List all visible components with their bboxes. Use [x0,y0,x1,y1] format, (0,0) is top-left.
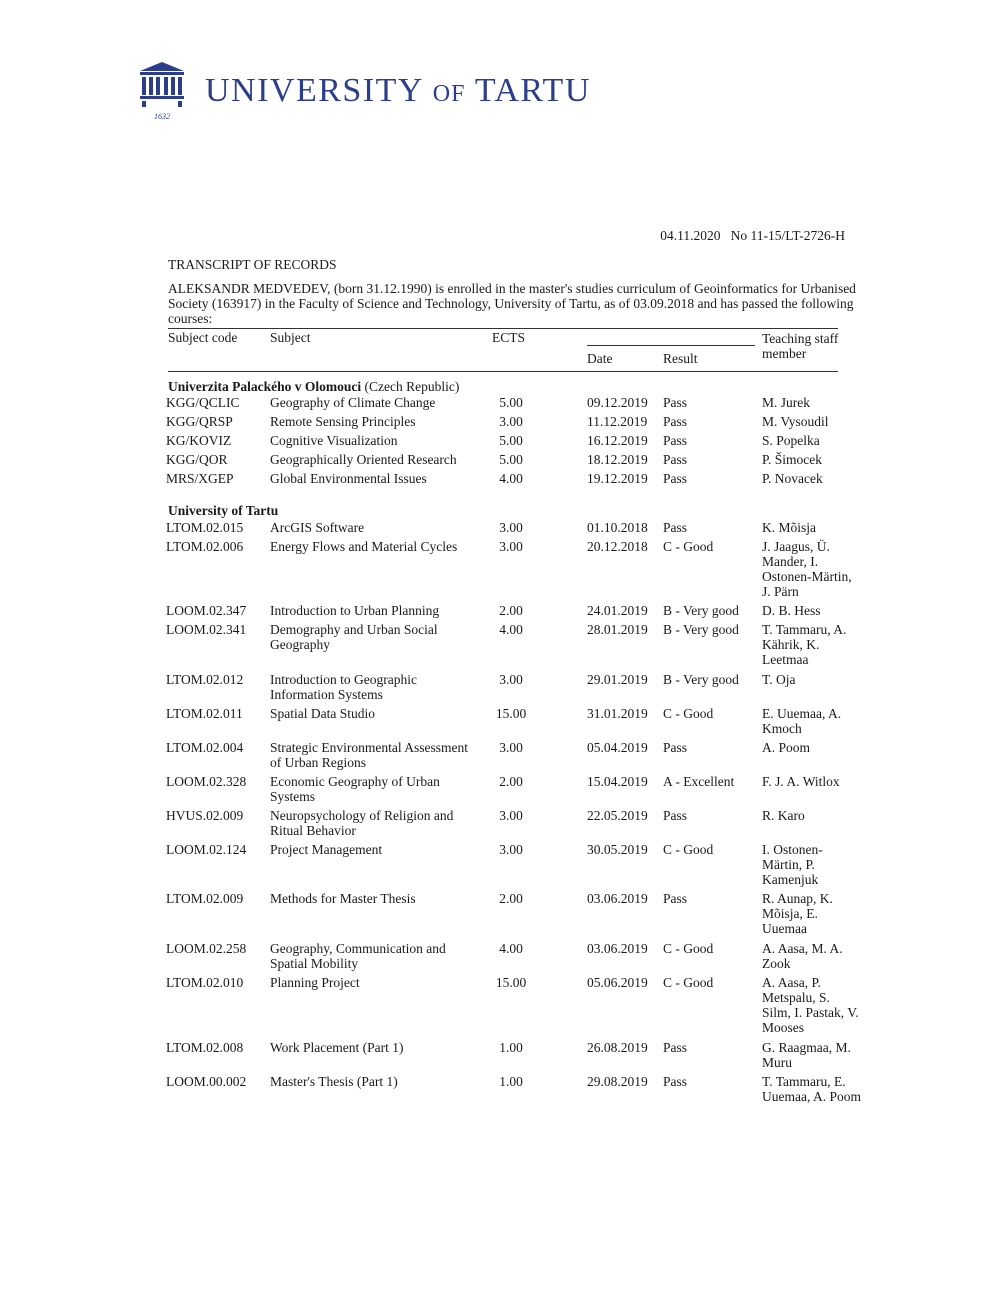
subject-name: Global Environmental Issues [270,471,427,486]
subject-name: Neuropsychology of Religion and Ritual Behavior [270,808,454,838]
pass-date: 03.06.2019 [587,941,648,956]
result: A - Excellent [663,774,735,789]
pass-date: 28.01.2019 [587,622,648,637]
institution-country: (Czech Republic) [364,379,460,394]
header-bottom-rule [168,371,838,372]
col-header-subject: Subject [270,330,311,345]
subject-code: LTOM.02.006 [166,539,244,554]
result: Pass [663,433,688,448]
teaching-staff: T. Tammaru, E. Uuemaa, A. Poom [762,1074,861,1104]
teaching-staff: M. Vysoudil [762,414,829,429]
subject-name: Spatial Data Studio [270,706,375,721]
result: B - Very good [663,672,739,687]
subject-code: LOOM.02.124 [166,842,247,857]
pass-date: 15.04.2019 [587,774,648,789]
result: B - Very good [663,603,739,618]
pass-date: 01.10.2018 [587,520,648,535]
subject-code: LOOM.02.258 [166,941,247,956]
ects-value: 3.00 [499,539,523,554]
pass-date: 11.12.2019 [587,414,648,429]
teaching-staff: M. Jurek [762,395,810,410]
university-logo-icon [140,62,184,122]
logo-text-university: UNIVERSITY [205,72,423,109]
subject-code: LTOM.02.008 [166,1040,244,1055]
subject-name: Project Management [270,842,383,857]
teaching-staff: A. Aasa, P. Metspalu, S. Silm, I. Pastak, V. Mooses [762,975,859,1035]
document-date: 04.11.2020 [660,228,721,243]
subject-name: Introduction to Urban Planning [270,603,440,618]
teaching-staff: T. Oja [762,672,796,687]
subject-code: LOOM.00.002 [166,1074,247,1089]
subject-code: LTOM.02.004 [166,740,244,755]
subject-name: ArcGIS Software [270,520,365,535]
subject-code: KGG/QCLIC [166,395,240,410]
result: Pass [663,520,688,535]
col-header-ects: ECTS [492,330,526,345]
pass-date: 16.12.2019 [587,433,648,448]
pass-date: 24.01.2019 [587,603,648,618]
subject-name: Geography, Communication and Spatial Mobility [270,941,446,971]
subject-code: HVUS.02.009 [166,808,244,823]
teaching-staff: G. Raagmaa, M. Muru [762,1040,851,1070]
pass-date: 18.12.2019 [587,452,648,467]
result: Pass [663,740,688,755]
institution-heading [168,379,459,395]
result: C - Good [663,941,714,956]
teaching-staff: R. Karo [762,808,805,823]
document-number: No 11-15/LT-2726-H [730,228,845,243]
subject-name: Economic Geography of Urban Systems [270,774,440,804]
pass-date: 20.12.2018 [587,539,648,554]
ects-value: 5.00 [499,395,523,410]
subject-code: KGG/QOR [166,452,228,467]
subject-name: Demography and Urban Social Geography [270,622,438,652]
col-header-date: Date [587,351,613,366]
institution-name: Univerzita Palackého v Olomouci [168,379,362,394]
col-header-code: Subject code [168,330,238,345]
document-intro: ALEKSANDR MEDVEDEV, (born 31.12.1990) is enrolled in the master's studies curriculum of Geoinformatics for Urbanised Society (163917) in the Faculty of Science and Technology, University of Tartu, as of 03.09.2018 and has passed the following courses: [168,281,856,326]
subject-name: Introduction to Geographic Information Systems [270,672,417,702]
institution-name: University of Tartu [168,503,279,518]
subject-code: LTOM.02.015 [166,520,244,535]
subject-code: LOOM.02.328 [166,774,247,789]
subject-code: KGG/QRSP [166,414,233,429]
ects-value: 15.00 [495,706,527,721]
result: Pass [663,1040,688,1055]
document-reference [660,228,845,244]
ects-value: 2.00 [499,891,523,906]
subject-code: MRS/XGEP [166,471,234,486]
subject-code: LTOM.02.010 [166,975,244,990]
ects-value: 3.00 [499,808,523,823]
ects-value: 2.00 [499,774,523,789]
pass-date: 05.04.2019 [587,740,648,755]
ects-value: 2.00 [499,603,523,618]
subject-code: KG/KOVIZ [166,433,232,448]
result: B - Very good [663,622,739,637]
ects-value: 3.00 [499,842,523,857]
pass-date: 05.06.2019 [587,975,648,990]
subject-name: Strategic Environmental Assessment of Urban Regions [270,740,468,770]
result: C - Good [663,975,714,990]
pass-date: 29.08.2019 [587,1074,648,1089]
result: C - Good [663,842,714,857]
ects-value: 1.00 [499,1074,523,1089]
result: Pass [663,395,688,410]
subject-name: Cognitive Visualization [270,433,398,448]
ects-value: 1.00 [499,1040,523,1055]
result: C - Good [663,539,714,554]
ects-value: 4.00 [499,941,523,956]
teaching-staff: T. Tammaru, A. Kährik, K. Leetmaa [762,622,847,667]
col-header-staff: Teaching staff member [762,331,839,361]
result: Pass [663,452,688,467]
subject-code: LTOM.02.012 [166,672,244,687]
col-header-result: Result [663,351,698,366]
subject-name: Geography of Climate Change [270,395,436,410]
ects-value: 4.00 [499,622,523,637]
teaching-staff: S. Popelka [762,433,820,448]
ects-value: 5.00 [499,433,523,448]
subject-name: Planning Project [270,975,360,990]
logo-text-tartu: TARTU [474,72,591,109]
ects-value: 3.00 [499,414,523,429]
result: Pass [663,1074,688,1089]
pass-date: 30.05.2019 [587,842,648,857]
subject-name: Methods for Master Thesis [270,891,416,906]
pass-date: 31.01.2019 [587,706,648,721]
subject-code: LOOM.02.341 [166,622,247,637]
logo-year: 1632 [154,112,170,121]
teaching-staff: A. Poom [762,740,811,755]
result: Pass [663,471,688,486]
pass-date: 22.05.2019 [587,808,648,823]
university-wordmark [205,72,591,110]
pass-date: 29.01.2019 [587,672,648,687]
teaching-staff: A. Aasa, M. A. Zook [762,941,843,971]
teaching-staff: J. Jaagus, Ü. Mander, I. Ostonen-Märtin, J. Pärn [762,539,852,599]
subject-name: Work Placement (Part 1) [270,1040,404,1055]
logo-text-of: OF [432,81,466,107]
teaching-staff: D. B. Hess [762,603,821,618]
subject-name: Energy Flows and Material Cycles [270,539,458,554]
teaching-staff: R. Aunap, K. Mõisja, E. Uuemaa [762,891,833,936]
result: Pass [663,808,688,823]
subject-code: LTOM.02.009 [166,891,244,906]
pass-date: 19.12.2019 [587,471,648,486]
result: C - Good [663,706,714,721]
subject-name: Geographically Oriented Research [270,452,457,467]
teaching-staff: I. Ostonen-Märtin, P. Kamenjuk [762,842,823,887]
institution-heading [168,503,278,519]
ects-value: 3.00 [499,520,523,535]
ects-value: 3.00 [499,740,523,755]
teaching-staff: F. J. A. Witlox [762,774,840,789]
pass-date: 26.08.2019 [587,1040,648,1055]
teaching-staff: E. Uuemaa, A. Kmoch [762,706,842,736]
header-date-rule [587,345,755,346]
ects-value: 4.00 [499,471,523,486]
ects-value: 5.00 [499,452,523,467]
subject-code: LTOM.02.011 [166,706,243,721]
pass-date: 09.12.2019 [587,395,648,410]
subject-name: Remote Sensing Principles [270,414,416,429]
ects-value: 3.00 [499,672,523,687]
ects-value: 15.00 [495,975,527,990]
teaching-staff: P. Šimocek [762,452,823,467]
document-title: TRANSCRIPT OF RECORDS [168,257,337,272]
teaching-staff: P. Novacek [762,471,823,486]
teaching-staff: K. Mõisja [762,520,816,535]
result: Pass [663,891,688,906]
subject-name: Master's Thesis (Part 1) [270,1074,398,1089]
result: Pass [663,414,688,429]
subject-code: LOOM.02.347 [166,603,247,618]
pass-date: 03.06.2019 [587,891,648,906]
header-top-rule [168,328,838,329]
